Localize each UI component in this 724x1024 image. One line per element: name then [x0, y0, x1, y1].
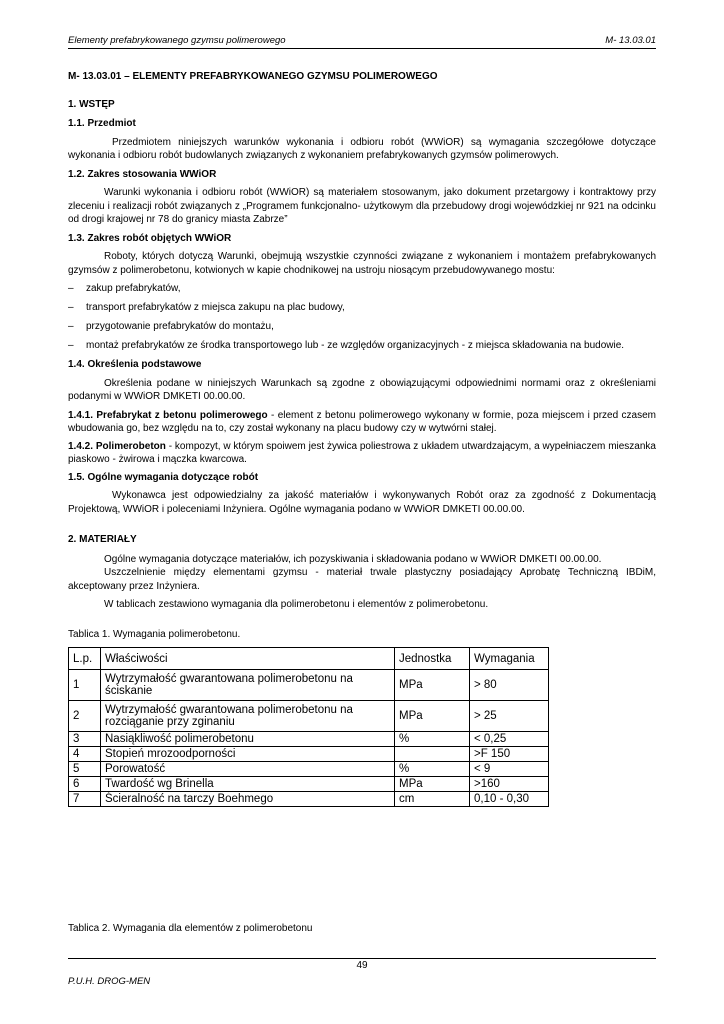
table-row: [69, 670, 549, 701]
table-cell: %: [395, 732, 470, 747]
dash-bullet: –: [68, 283, 74, 294]
table-cell: > 80: [470, 670, 549, 701]
table-row: [69, 792, 549, 807]
table-row: [69, 777, 549, 792]
table-cell: 2: [69, 701, 101, 732]
table-1-caption: Tablica 1. Wymagania polimerobetonu.: [68, 628, 241, 640]
table-cell: Wytrzymałość gwarantowana polimerobetonu na rozciąganie przy zginaniu: [101, 701, 395, 732]
list-item-text: przygotowanie prefabrykatów do montażu,: [86, 321, 274, 332]
list-item: [68, 339, 656, 353]
section-1-heading: 1. WSTĘP: [68, 98, 115, 110]
table-cell: 7: [69, 792, 101, 807]
table-cell: Wytrzymałość gwarantowana polimerobetonu na ściskanie: [101, 670, 395, 701]
section-1-5-heading: 1.5. Ogólne wymagania dotyczące robót: [68, 471, 259, 483]
table-cell: Ścieralność na tarczy Boehmego: [101, 792, 395, 807]
section-1-3-text: Roboty, których dotyczą Warunki, obejmują wszystkie czynności związane z wykonaniem i montażem prefabrykowanych gzymsów z polimerobetonu, kotwionych w kapie chodnikowej na ustroju niosącym przebudowywanego mostu:: [68, 251, 656, 276]
section-2-text-1: Ogólne wymagania dotyczące materiałów, ich pozyskiwania i składowania podano w WWiOR DMKETI 00.00.00.: [104, 553, 602, 565]
table-cell: < 9: [470, 762, 549, 777]
header-cell: Jednostka: [395, 648, 470, 670]
section-2-heading: 2. MATERIAŁY: [68, 534, 137, 545]
header-cell: Wymagania: [470, 648, 549, 670]
table-cell: 4: [69, 747, 101, 762]
header-code: M- 13.03.01: [605, 35, 656, 46]
table-cell: 0,10 - 0,30: [470, 792, 549, 807]
section-1-4-heading: 1.4. Określenia podstawowe: [68, 359, 202, 370]
requirements-table: [68, 647, 549, 807]
table-cell: > 25: [470, 701, 549, 732]
definition-text: - kompozyt, w którym spoiwem jest żywica poliestrowa z układem utwardzającym, a wypełniaczem mieszanka piaskowo - żwirowa i mączka kwarcowa.: [68, 440, 656, 465]
table-row: [69, 762, 549, 777]
table-cell: Twardość wg Brinella: [101, 777, 395, 792]
section-1-5-text: Wykonawca jest odpowiedzialny za jakość materiałów i wykonywanych Robót oraz za zgodność z Dokumentacją Projektową, WWiOR i poleceniami Inżyniera. Ogólne wymagania podano w WWiOR DMKETI 00.00.00.: [68, 490, 656, 515]
table-cell: [395, 747, 470, 762]
table-cell: Nasiąkliwość polimerobetonu: [101, 732, 395, 747]
table-cell: Porowatość: [101, 762, 395, 777]
footer-company: P.U.H. DROG-MEN: [68, 976, 151, 987]
section-1-1-text: Przedmiotem niniejszych warunków wykonania i odbioru robót (WWiOR) są wymagania szczegółowe dotyczące wykonania i odbioru robót budowlanych związanych z wykonaniem prefabrykowanych gzymsów polimerowych.: [68, 136, 656, 161]
table-cell: Stopień mrozoodporności: [101, 747, 395, 762]
list-item: [68, 282, 656, 296]
section-2-text-3: W tablicach zestawiono wymagania dla polimerobetonu i elementów z polimerobetonu.: [104, 599, 489, 610]
table-cell: MPa: [395, 670, 470, 701]
section-1-3-heading: 1.3. Zakres robót objętych WWiOR: [68, 232, 232, 244]
list-item: [68, 320, 656, 334]
table-header-row: [69, 648, 549, 670]
definition-text: - element z betonu polimerowego wykonany w formie, poza miejscem i przed czasem wbudowania go, bez względu na to, czy został wykonany na placu budowy czy w wytwórni stałej.: [68, 409, 656, 434]
table-row: [69, 732, 549, 747]
section-1-1-heading: 1.1. Przedmiot: [68, 118, 136, 129]
table-cell: 3: [69, 732, 101, 747]
table-2-caption: Tablica 2. Wymagania dla elementów z polimerobetonu: [68, 923, 313, 934]
table-cell: 5: [69, 762, 101, 777]
list-item-text: montaż prefabrykatów ze środka transportowego lub - ze względów organizacyjnych - z miejsca składowania na budowie.: [86, 340, 625, 351]
definition-term: 1.4.2. Polimerobeton: [68, 440, 166, 452]
section-1-2-text: Warunki wykonania i odbioru robót (WWiOR) są materiałem stosowanym, jako dokument przetargowy i kontraktowy przy zleceniu i realizacji robót związanych z „Programem funkcjonalno- użytkowym dla przebudowy drogi wojewódzkiej nr 921 na odcinku od drogi krajowej nr 78 do granicy miasta Zabrze”: [68, 187, 656, 225]
definition-prefabricate: [68, 409, 656, 436]
list-item-text: zakup prefabrykatów,: [86, 283, 181, 294]
table-row: [69, 701, 549, 732]
dash-bullet: –: [68, 321, 74, 332]
table-cell: 1: [69, 670, 101, 701]
header-title: Elementy prefabrykowanego gzymsu polimerowego: [68, 35, 286, 46]
table-cell: MPa: [395, 701, 470, 732]
table-cell: cm: [395, 792, 470, 807]
dash-bullet: –: [68, 302, 74, 313]
table-cell: %: [395, 762, 470, 777]
scope-list: [68, 282, 656, 353]
list-item: [68, 301, 656, 315]
table-cell: >F 150: [470, 747, 549, 762]
table-cell: MPa: [395, 777, 470, 792]
document-title: M- 13.03.01 – ELEMENTY PREFABRYKOWANEGO GZYMSU POLIMEROWEGO: [68, 71, 438, 82]
dash-bullet: –: [68, 340, 74, 351]
table-cell: >160: [470, 777, 549, 792]
header-rule: [68, 48, 656, 49]
definition-term: 1.4.1. Prefabrykat z betonu polimerowego: [68, 409, 268, 421]
definition-polymer-concrete: [68, 440, 656, 467]
table-cell: 6: [69, 777, 101, 792]
footer-rule: [68, 958, 656, 959]
page-number: 49: [356, 960, 368, 971]
section-1-4-text: Określenia podane w niniejszych Warunkach są zgodne z obowiązującymi odpowiednimi normami oraz z określeniami podanymi w WWiOR DMKETI 00.00.00.: [68, 377, 656, 402]
table-row: [69, 747, 549, 762]
list-item-text: transport prefabrykatów z miejsca zakupu na plac budowy,: [86, 302, 345, 313]
header-cell: Właściwości: [101, 648, 395, 670]
section-1-2-heading: 1.2. Zakres stosowania WWiOR: [68, 168, 217, 180]
section-2-text-2: Uszczelnienie między elementami gzymsu - materiał trwale plastyczny posiadający Aprobatę Techniczną IBDiM, akceptowany przez Inżyniera.: [68, 567, 656, 592]
header-cell: L.p.: [69, 648, 101, 670]
table-cell: < 0,25: [470, 732, 549, 747]
document-body: [68, 70, 656, 807]
